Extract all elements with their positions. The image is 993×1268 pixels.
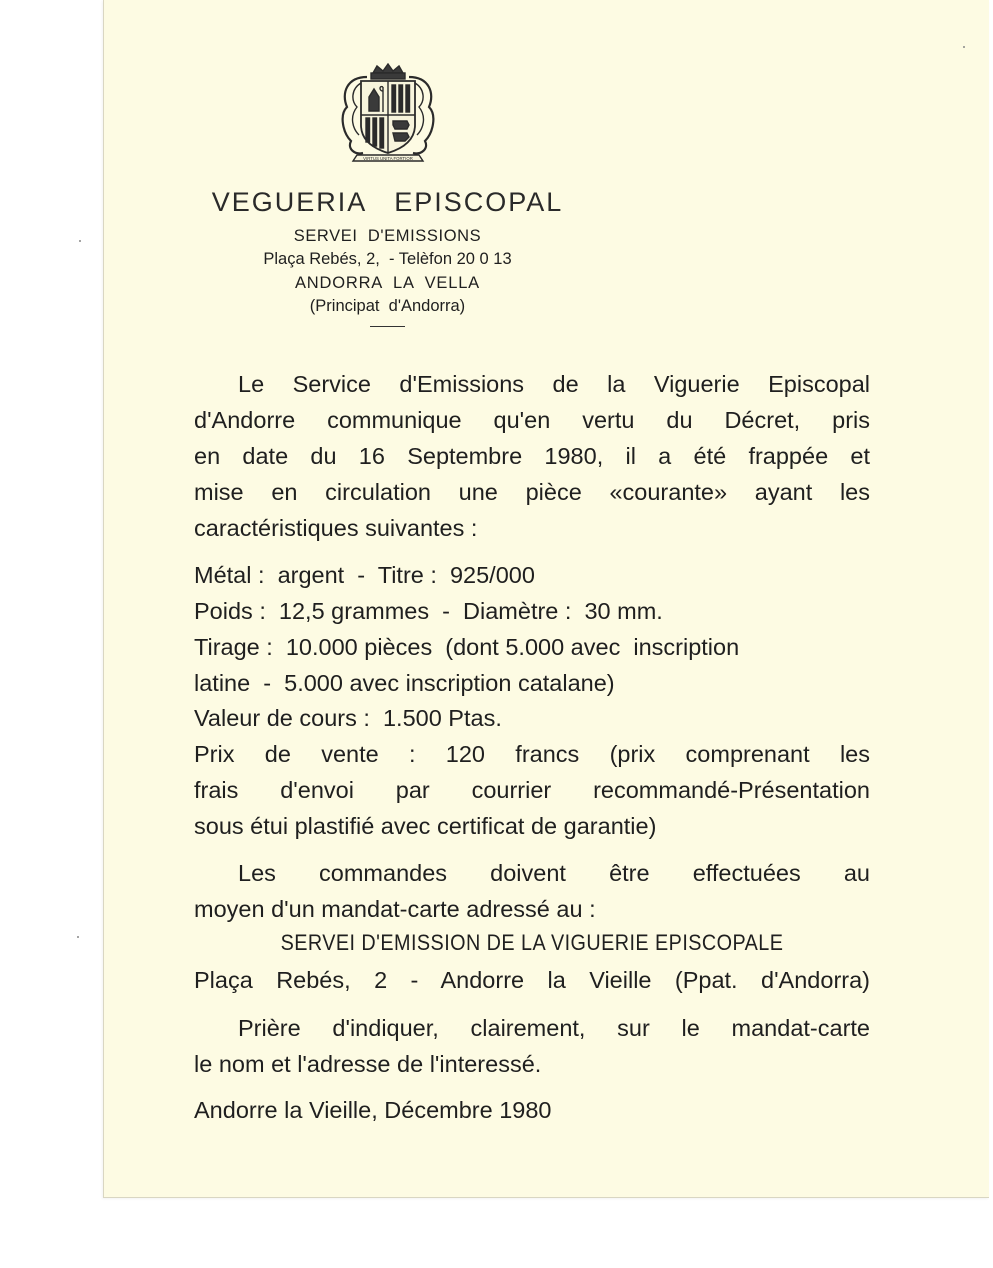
coat-of-arms-seal [337, 63, 439, 169]
svg-text:VIRTUS UNITA FORTIOR: VIRTUS UNITA FORTIOR [363, 156, 413, 161]
letterhead-country: (Principat d'Andorra) [309, 297, 466, 315]
letterhead-service: SERVEI D'EMISSIONS [293, 227, 482, 245]
spec-price-cont: frais d'envoi par courrier recommandé-Présentation [194, 777, 870, 803]
spec-price-cont: sous étui plastifié avec certificat de garantie) [194, 813, 657, 839]
header-divider [370, 326, 405, 327]
spec-face-value: Valeur de cours : 1.500 Ptas. [194, 705, 502, 731]
paragraph-line: Le Service d'Emissions de la Viguerie Episcopal [238, 371, 870, 397]
instruction-line: Prière d'indiquer, clairement, sur le mandat-carte [238, 1015, 870, 1041]
scan-speck [963, 46, 965, 48]
paragraph-line: caractéristiques suivantes : [194, 515, 478, 541]
letterhead-title: VEGUERIA EPISCOPAL [211, 187, 564, 217]
spec-mintage: Tirage : 10.000 pièces (dont 5.000 avec inscription [194, 634, 740, 660]
order-line: moyen d'un mandat-carte adressé au : [194, 896, 596, 922]
scan-speck [77, 936, 79, 938]
letterhead-city: ANDORRA LA VELLA [295, 274, 480, 292]
spec-weight: Poids : 12,5 grammes - Diamètre : 30 mm. [194, 598, 663, 624]
letterhead-address: Plaça Rebés, 2, - Telèfon 20 0 13 [263, 250, 512, 268]
closing-date: Andorre la Vieille, Décembre 1980 [194, 1097, 552, 1123]
instruction-line: le nom et l'adresse de l'interessé. [194, 1051, 542, 1077]
spec-price: Prix de vente : 120 francs (prix comprenant les [194, 741, 870, 767]
spec-metal: Métal : argent - Titre : 925/000 [194, 562, 535, 588]
paragraph-line: d'Andorre communique qu'en vertu du Décret, pris [194, 407, 870, 433]
order-address-name: SERVEI D'EMISSION DE LA VIGUERIE EPISCOPALE [280, 930, 784, 955]
spec-mintage-cont: latine - 5.000 avec inscription catalane) [194, 670, 615, 696]
order-address-line: Plaça Rebés, 2 - Andorre la Vieille (Ppat. d'Andorra) [194, 967, 870, 993]
scan-speck [79, 240, 81, 242]
paragraph-line: en date du 16 Septembre 1980, il a été frappée et [194, 443, 870, 469]
paragraph-line: mise en circulation une pièce «courante» ayant les [194, 479, 870, 505]
order-line: Les commandes doivent être effectuées au [238, 860, 870, 886]
